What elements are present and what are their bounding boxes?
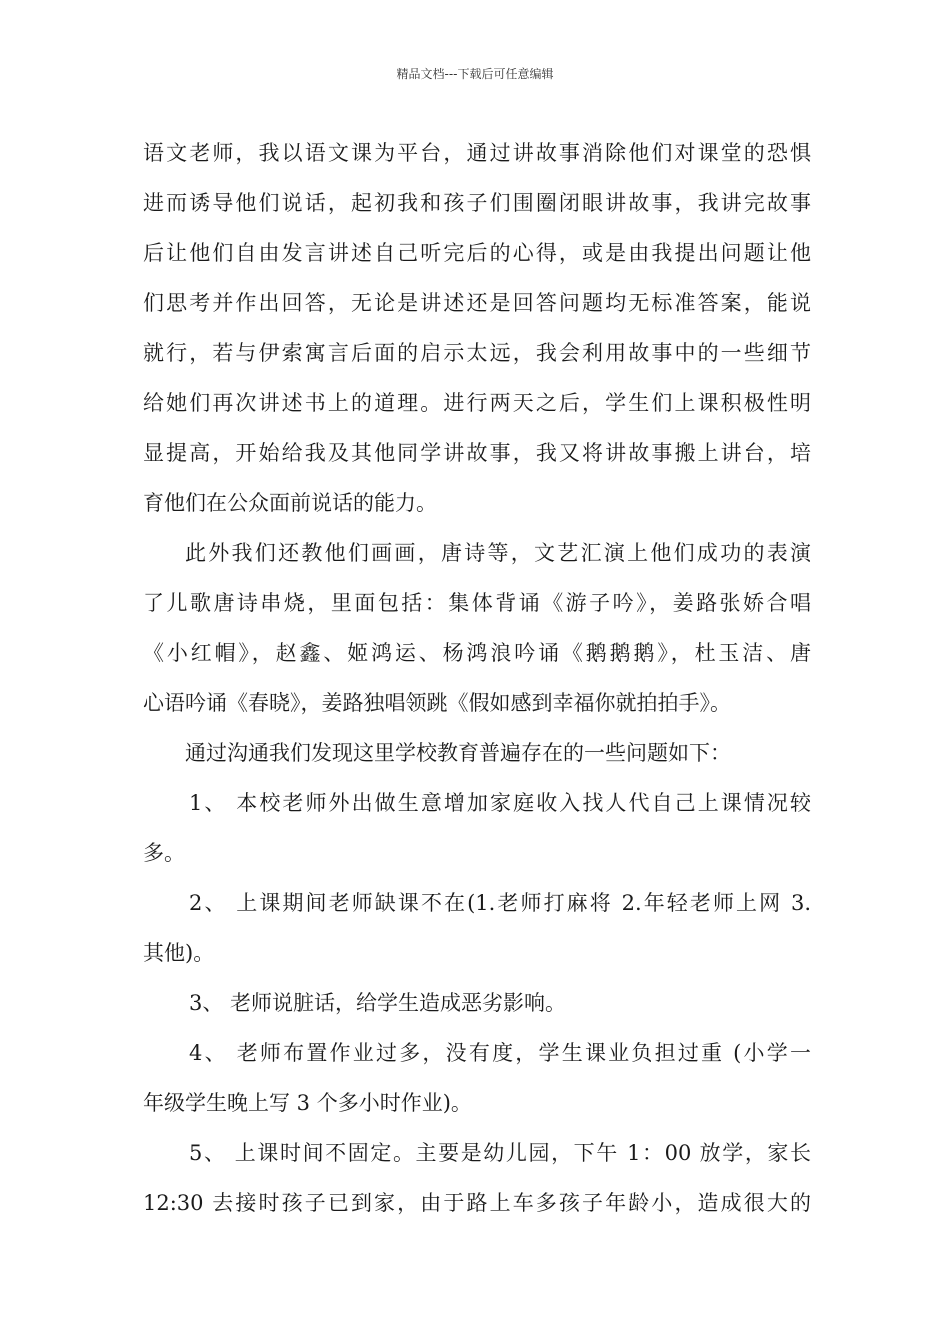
text-line: 《小红帽》，赵鑫、姬鸿运、杨鸿浪吟诵《鹅鹅鹅》，杜玉洁、唐 xyxy=(143,641,811,665)
text-line: 进而诱导他们说话，起初我和孩子们围圈闭眼讲故事，我讲完故事 xyxy=(143,191,811,215)
text-line: 就行，若与伊索寓言后面的启示太远，我会利用故事中的一些细节 xyxy=(143,341,811,365)
list-item-line: 1、 本校老师外出做生意增加家庭收入找人代自己上课情况较 xyxy=(189,791,811,815)
text-line: 给她们再次讲述书上的道理。进行两天之后，学生们上课积极性明 xyxy=(143,391,811,415)
text-line: 育他们在公众面前说话的能力。 xyxy=(143,491,437,515)
text-line: 显提高，开始给我及其他同学讲故事，我又将讲故事搬上讲台，培 xyxy=(143,441,811,465)
text-line: 语文老师，我以语文课为平台，通过讲故事消除他们对课堂的恐惧 xyxy=(143,141,811,165)
list-item-line: 2、 上课期间老师缺课不在(1.老师打麻将 2.年轻老师上网 3. xyxy=(189,891,811,915)
text-line: 了儿歌唐诗串烧，里面包括：集体背诵《游子吟》，姜路张娇合唱 xyxy=(143,591,811,615)
list-item-line: 4、 老师布置作业过多，没有度，学生课业负担过重 (小学一 xyxy=(189,1041,811,1065)
list-item-line: 5、 上课时间不固定。主要是幼儿园，下午 1：00 放学，家长 xyxy=(189,1141,811,1165)
text-line: 心语吟诵《春晓》，姜路独唱领跳《假如感到幸福你就拍拍手》。 xyxy=(143,691,731,715)
text-line: 12:30 去接时孩子已到家，由于路上车多孩子年龄小，造成很大的 xyxy=(143,1191,811,1215)
list-item-line: 3、 老师说脏话，给学生造成恶劣影响。 xyxy=(189,991,567,1015)
text-line: 多。 xyxy=(143,841,185,865)
text-line: 其他)。 xyxy=(143,941,215,965)
document-body xyxy=(143,128,811,1228)
page-header: 精品文档---下载后可任意编辑 xyxy=(396,67,554,81)
text-line: 年级学生晚上写 3 个多小时作业)。 xyxy=(143,1091,472,1115)
text-line: 后让他们自由发言讲述自己听完后的心得，或是由我提出问题让他 xyxy=(143,241,811,265)
paragraph-start-line: 此外我们还教他们画画，唐诗等，文艺汇演上他们成功的表演 xyxy=(185,541,811,565)
paragraph-start-line: 通过沟通我们发现这里学校教育普遍存在的一些问题如下： xyxy=(185,741,731,765)
text-line: 们思考并作出回答，无论是讲述还是回答问题均无标准答案，能说 xyxy=(143,291,811,315)
